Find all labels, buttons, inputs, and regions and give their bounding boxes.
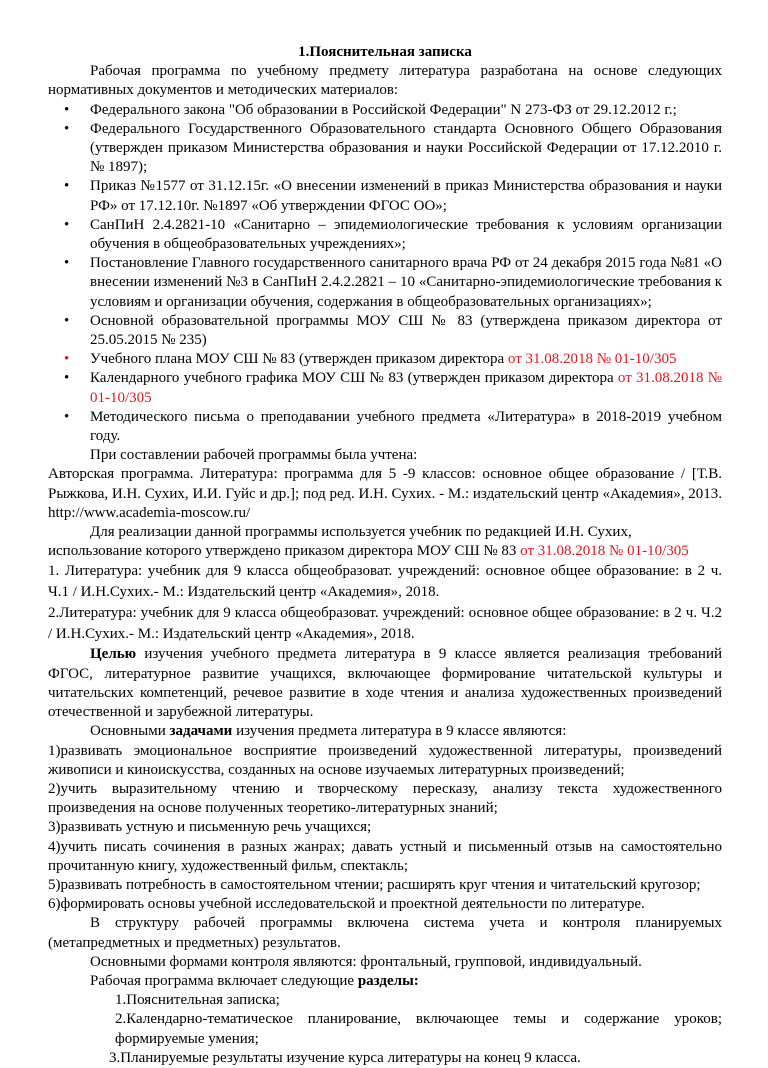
list-item: • Основной образовательной программы МОУ СШ № 83 (утверждена приказом директора от 25.05.2015 № 235): [64, 312, 722, 349]
sections-heading: Рабочая программа включает следующие разделы:: [90, 972, 419, 989]
textbook-intro: Для реализации данной программы используется учебник по редакцией И.Н. Сухих,: [90, 524, 632, 541]
section-item: 1.Пояснительная записка;: [115, 992, 280, 1009]
bullet-icon: •: [64, 216, 70, 233]
section-item: 3.Планируемые результаты изучение курса литературы на конец 9 класса.: [109, 1049, 581, 1066]
considered-paragraph: При составлении рабочей программы была учтена:: [90, 447, 418, 464]
tasks-heading: Основными задачами изучения предмета литература в 9 классе являются:: [90, 723, 567, 740]
bullet-icon: •: [64, 312, 70, 329]
bullet-icon: •: [64, 408, 70, 425]
bullet-icon: •: [64, 101, 70, 118]
bullet-icon: •: [64, 178, 70, 195]
task-item: 3)развивать устную и письменную речь учащихся;: [48, 819, 372, 836]
bullet-icon: •: [64, 351, 70, 368]
section-item: 2.Календарно-тематическое планирование, включающее темы и содержание уроков; формируемые умения;: [115, 1011, 722, 1047]
bullet-icon: •: [64, 120, 70, 137]
structure-paragraph: В структуру рабочей программы включена система учета и контроля планируемых (метапредметных и предметных) результатов.: [48, 915, 722, 951]
bullet-icon: •: [64, 370, 70, 387]
document-title: 1.Пояснительная записка: [298, 44, 472, 60]
task-item: 2)учить выразительному чтению и творческому пересказу, анализу текста художественного произведения на основе полученных теоретико-литературных знаний;: [48, 780, 722, 817]
task-item: 6)формировать основы учебной исследовательской и проектной деятельности по литературе.: [48, 896, 645, 913]
list-item: • Календарного учебного графика МОУ СШ № 83 (утвержден приказом директора от 31.08.2018 № 01-10/305: [64, 370, 723, 406]
list-item: • Постановление Главного государственного санитарного врача РФ от 24 декабря 2015 года №81 «О внесении изменений №3 в СанПиН 2.4.2.2821 – 10 «Санитарно-эпидемиологические требования к условиям и организации обучения, содержания в общеобразовательных организациях»;: [64, 255, 722, 310]
textbook-approval: использование которого утверждено приказом директора МОУ СШ № 83 от 31.08.2018 № 01-10/305: [48, 543, 689, 560]
author-program: Авторская программа. Литература: программа для 5 -9 классов: основное общее образование / [Т.В. Рыжкова, И.Н. Сухих, И.И. Гуйс и др.]; под ред. И.Н. Сухих. - М.: издательский центр «Академия», 2013. http://www.academia-moscow.ru/: [48, 466, 722, 521]
order-date: от 31.08.2018 № 01-10/305: [90, 370, 723, 406]
regulations-list: [48, 101, 722, 447]
list-item: • Приказ №1577 от 31.12.15г. «О внесении изменений в приказ Министерства образования и науки РФ» от 17.12.10г. №1897 «Об утверждении ФГОС ОО»;: [64, 178, 722, 214]
goal-paragraph: Целью изучения учебного предмета литература в 9 классе является реализация требований ФГОС, литературное развитие учащихся, включающее формирование читательской культуры и читательских компетенций, речевое развитие в ходе чтения и анализа художественных произведений отечественной и зарубежной литературы.: [48, 646, 722, 721]
bullet-icon: •: [64, 255, 70, 272]
order-date: от 31.08.2018 № 01-10/305: [507, 351, 677, 368]
sections-list: [48, 991, 722, 1068]
list-item: • Федерального Государственного Образовательного стандарта Основного Общего Образования (утвержден приказом Министерства образования и науки Российской Федерации от 17.12.2010 г. № 1897);: [64, 120, 722, 176]
list-item: • Федерального закона "Об образовании в Российской Федерации" N 273-ФЗ от 29.12.2012 г.;: [90, 101, 722, 120]
textbook-item: 1. Литература: учебник для 9 класса общеобразоват. учреждений: основное общее образование: в 2 ч. Ч.1 / И.Н.Сухих.- М.: Издательский центр «Академия», 2018.: [48, 563, 722, 601]
list-item: • Учебного плана МОУ СШ № 83 (утвержден приказом директора от 31.08.2018 № 01-10/305: [90, 350, 722, 369]
list-item: • Методического письма о преподавании учебного предмета «Литература» в 2018-2019 учебном году.: [64, 408, 722, 445]
intro-paragraph: Рабочая программа по учебному предмету литература разработана на основе следующих нормативных документов и методических материалов:: [48, 63, 722, 99]
task-item: 1)развивать эмоциональное восприятие произведений художественной литературы, произведений живописи и киноискусства, созданных на основе изучаемых литературных произведений;: [48, 742, 722, 778]
control-forms: Основными формами контроля являются: фронтальный, групповой, индивидуальный.: [90, 953, 642, 970]
list-item: • СанПиН 2.4.2821-10 «Санитарно – эпидемиологические требования к условиям организации обучения в общеобразовательных учреждениях»;: [64, 216, 722, 253]
task-item: 5)развивать потребность в самостоятельном чтении; расширять круг чтения и читательский кругозор;: [48, 876, 701, 893]
order-date: от 31.08.2018 № 01-10/305: [520, 543, 689, 560]
task-item: 4)учить писать сочинения в разных жанрах; давать устный и письменный отзыв на самостоятельно прочитанную книгу, художественный фильм, спектакль;: [48, 838, 722, 874]
textbook-item: 2.Литература: учебник для 9 класса общеобразоват. учреждений: основное общее образование: в 2 ч. Ч.2 / И.Н.Сухих.- М.: Издательский центр «Академия», 2018.: [48, 605, 722, 643]
